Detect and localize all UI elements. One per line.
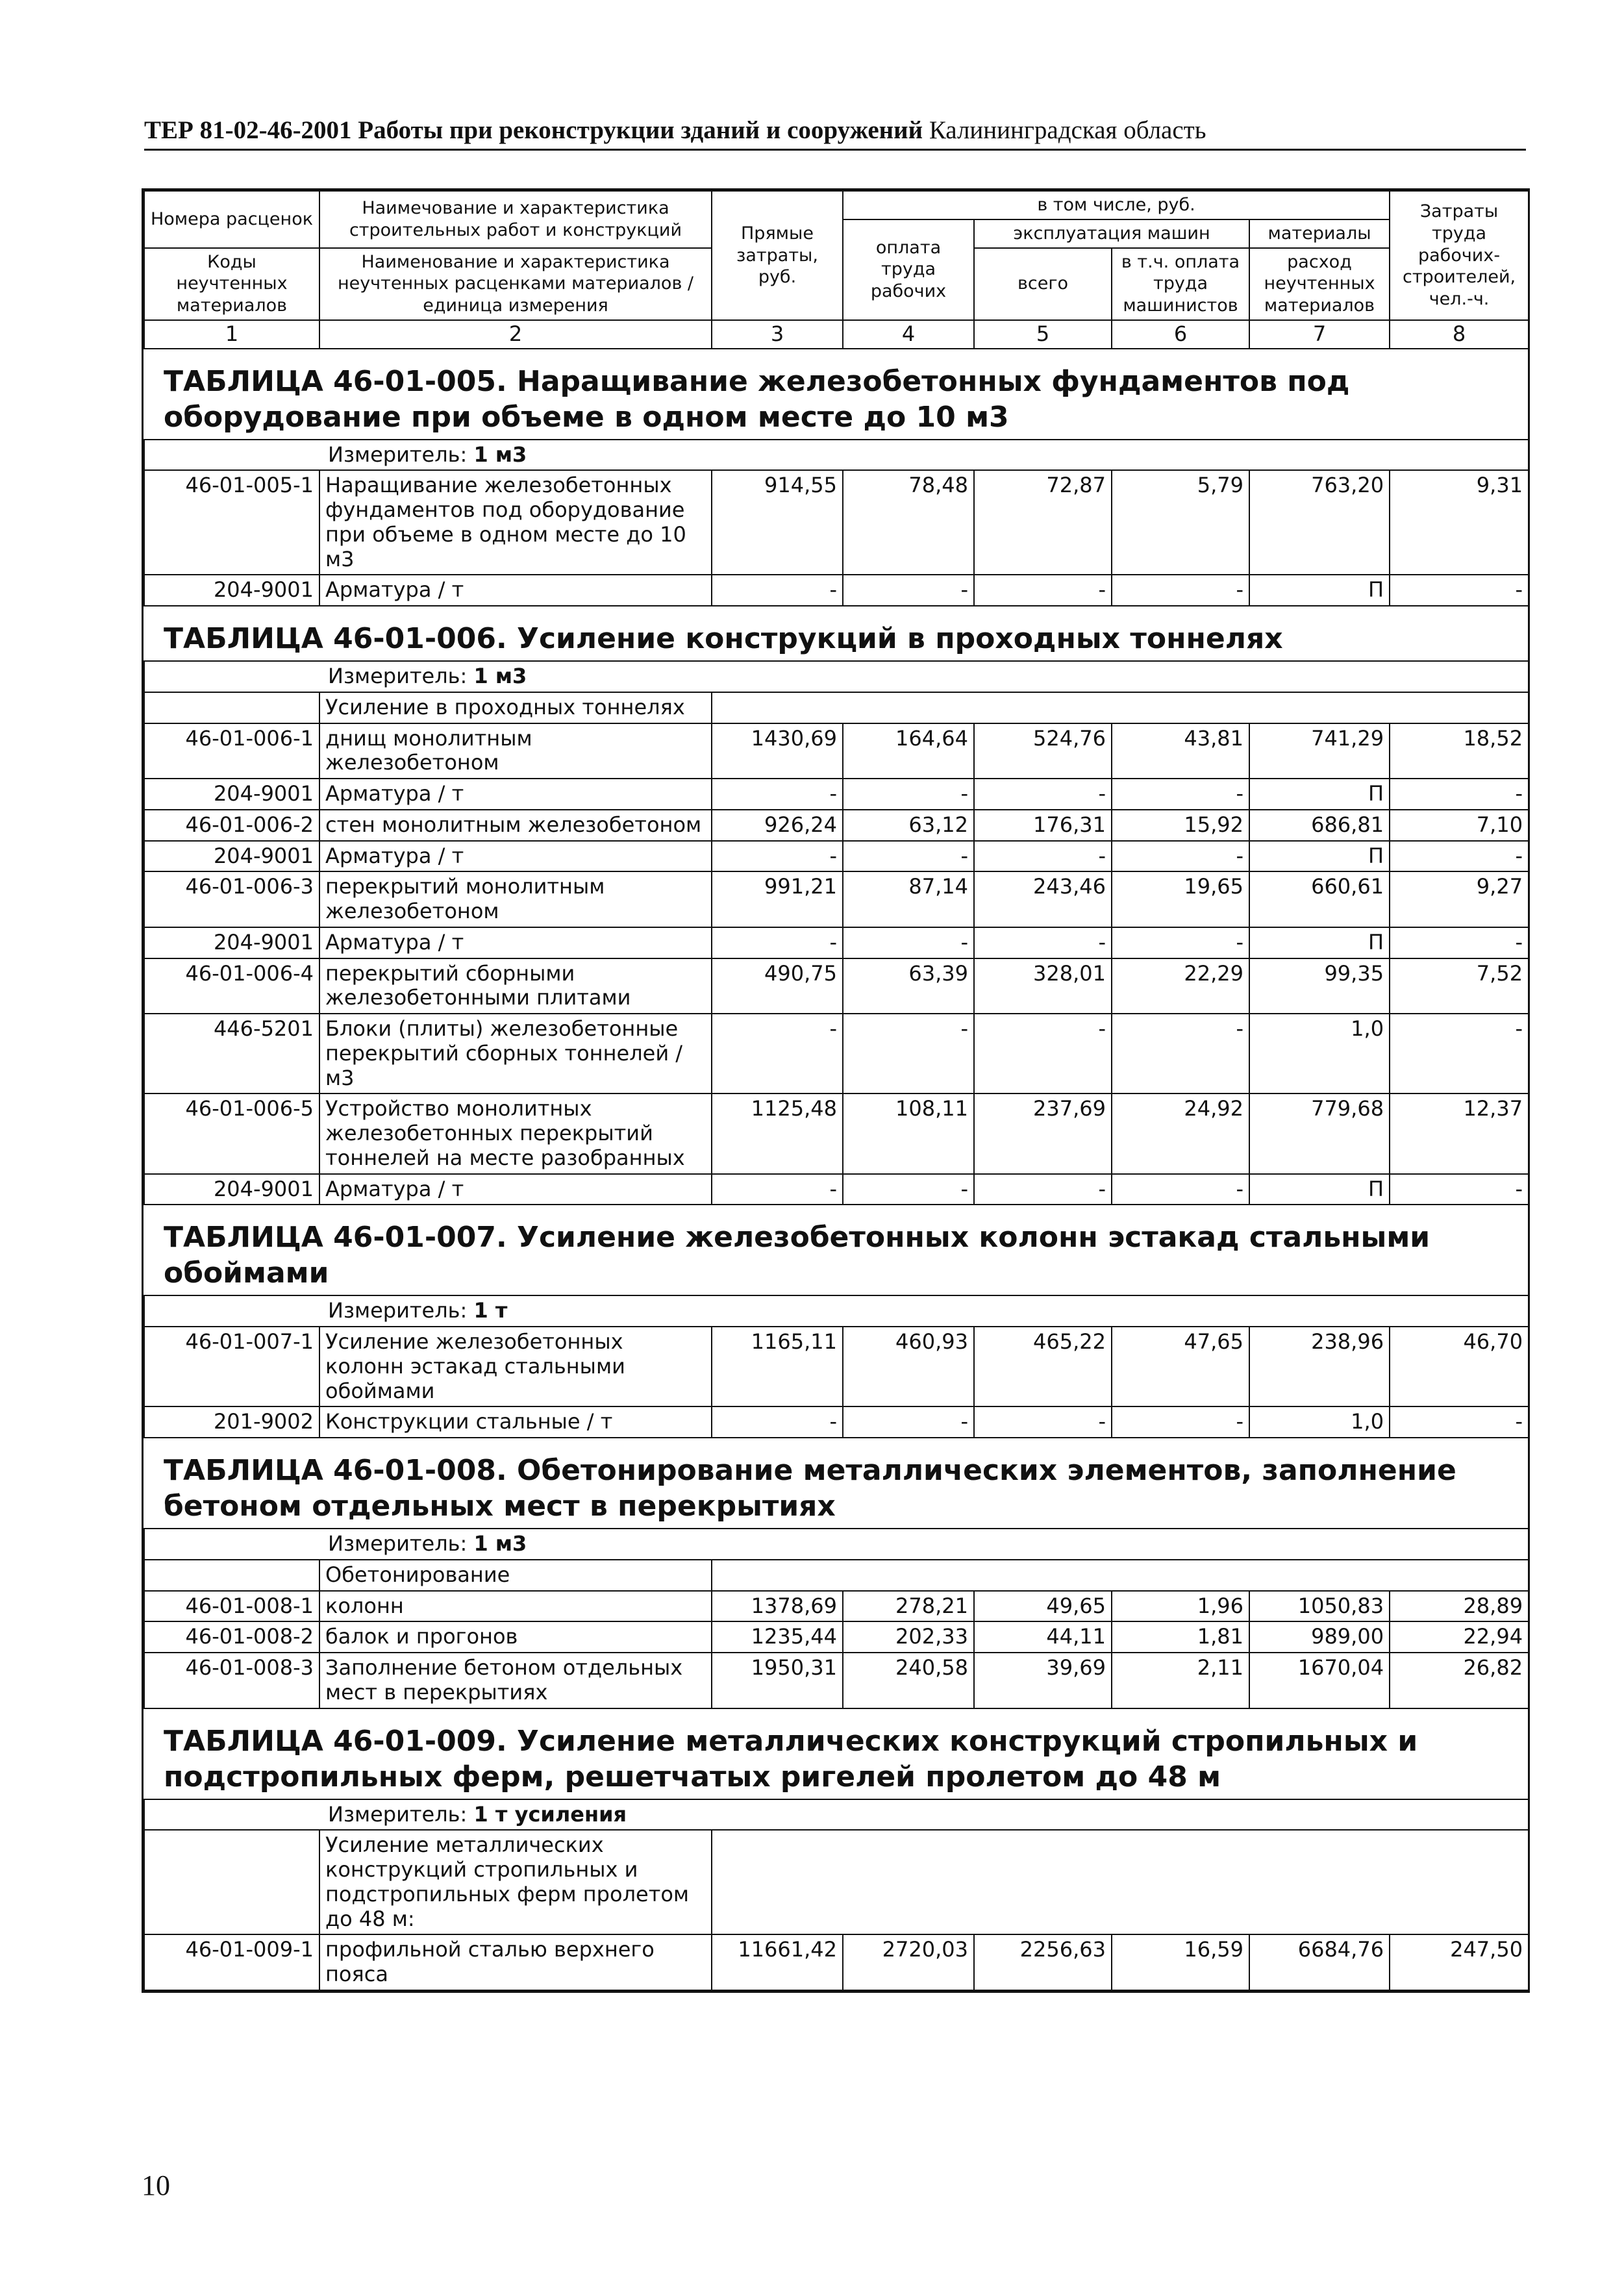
value-c4: 278,21 (843, 1591, 974, 1622)
value-c5: 237,69 (974, 1094, 1112, 1173)
work-description: Арматура / т (319, 779, 712, 810)
empty-cell (144, 692, 319, 723)
work-description: Арматура / т (319, 575, 712, 606)
value-c3: 1950,31 (712, 1653, 843, 1708)
empty-cell (144, 1830, 319, 1934)
empty-cell (144, 1560, 319, 1591)
value-c4: - (843, 841, 974, 872)
value-c6: 19,65 (1112, 871, 1249, 927)
value-c5: 2256,63 (974, 1934, 1112, 1990)
table-section-title-row (144, 1205, 1529, 1295)
col-1-bottom: Коды неучтенных материалов (144, 248, 319, 320)
measure-unit (144, 661, 1529, 692)
rate-code: 204-9001 (144, 779, 319, 810)
value-c4: - (843, 1174, 974, 1205)
table-row (144, 1406, 1529, 1438)
col-group-header: в том числе, руб. (843, 191, 1390, 219)
table-row (144, 958, 1529, 1014)
rate-code: 46-01-008-2 (144, 1621, 319, 1653)
value-c5: 72,87 (974, 470, 1112, 575)
value-c6: - (1112, 1014, 1249, 1094)
column-number: 8 (1390, 320, 1529, 349)
work-description: Арматура / т (319, 841, 712, 872)
work-description: днищ монолитным железобетоном (319, 723, 712, 779)
subheading-row (144, 1560, 1529, 1591)
value-c8: - (1390, 841, 1529, 872)
measure-unit-row (144, 440, 1529, 471)
value-c8: 18,52 (1390, 723, 1529, 779)
value-c3: 490,75 (712, 958, 843, 1014)
value-c6: - (1112, 841, 1249, 872)
price-table-sheet (142, 188, 1530, 1993)
column-number: 2 (319, 320, 712, 349)
value-c6: 5,79 (1112, 470, 1249, 575)
value-c3: 1235,44 (712, 1621, 843, 1653)
value-c8: - (1390, 1014, 1529, 1094)
measure-unit-label: Измеритель: (328, 1801, 468, 1827)
measure-unit-label: Измеритель: (328, 442, 468, 467)
table-row (144, 841, 1529, 872)
table-section-title-row (144, 606, 1529, 661)
table-row (144, 470, 1529, 575)
table-row (144, 871, 1529, 927)
column-number: 6 (1112, 320, 1249, 349)
table-row (144, 1591, 1529, 1622)
value-c6: 24,92 (1112, 1094, 1249, 1173)
table-section-title-row (144, 349, 1529, 440)
value-c5: - (974, 779, 1112, 810)
value-c3: 991,21 (712, 871, 843, 927)
value-c6: 1,81 (1112, 1621, 1249, 1653)
value-c7: П (1249, 927, 1390, 958)
value-c4: 63,39 (843, 958, 974, 1014)
value-c8: 28,89 (1390, 1591, 1529, 1622)
work-description: Заполнение бетоном отдельных мест в перекрытиях (319, 1653, 712, 1708)
rate-code: 204-9001 (144, 575, 319, 606)
measure-unit-label: Измеритель: (328, 1531, 468, 1556)
subheading-text: Усиление в проходных тоннелях (319, 692, 712, 723)
value-c8: 247,50 (1390, 1934, 1529, 1990)
value-c7: П (1249, 779, 1390, 810)
value-c4: 78,48 (843, 470, 974, 575)
table-header (144, 191, 1529, 349)
value-c6: 47,65 (1112, 1327, 1249, 1406)
measure-unit-row (144, 1799, 1529, 1831)
column-numbers-row (144, 320, 1529, 349)
value-c4: - (843, 779, 974, 810)
value-c4: 240,58 (843, 1653, 974, 1708)
work-description: Усиление железобетонных колонн эстакад стальными обоймами (319, 1327, 712, 1406)
value-c7: 99,35 (1249, 958, 1390, 1014)
value-c6: 2,11 (1112, 1653, 1249, 1708)
value-c5: 39,69 (974, 1653, 1112, 1708)
rate-code: 46-01-006-5 (144, 1094, 319, 1173)
value-c6: - (1112, 779, 1249, 810)
value-c8: 26,82 (1390, 1653, 1529, 1708)
empty-cell (712, 1830, 1529, 1934)
value-c6: - (1112, 1174, 1249, 1205)
value-c5: - (974, 841, 1112, 872)
value-c3: - (712, 1014, 843, 1094)
col-7-header: расход неучтенных материалов (1249, 248, 1390, 320)
value-c7: П (1249, 1174, 1390, 1205)
table-section-title-row (144, 1438, 1529, 1529)
table-row (144, 1327, 1529, 1406)
value-c3: 1378,69 (712, 1591, 843, 1622)
work-description: Устройство монолитных железобетонных перекрытий тоннелей на месте разобранных (319, 1094, 712, 1173)
table-row (144, 1094, 1529, 1173)
measure-unit (144, 1799, 1529, 1831)
value-c7: 6684,76 (1249, 1934, 1390, 1990)
work-description: профильной сталью верхнего пояса (319, 1934, 712, 1990)
value-c8: - (1390, 1406, 1529, 1438)
work-description: Конструкции стальные / т (319, 1406, 712, 1438)
value-c6: 16,59 (1112, 1934, 1249, 1990)
value-c8: - (1390, 1174, 1529, 1205)
table-row (144, 779, 1529, 810)
rate-code: 46-01-006-1 (144, 723, 319, 779)
work-description: Блоки (плиты) железобетонные перекрытий сборных тоннелей / м3 (319, 1014, 712, 1094)
column-number: 5 (974, 320, 1112, 349)
page-number: 10 (142, 2169, 170, 2201)
column-number: 1 (144, 320, 319, 349)
rate-code: 46-01-006-2 (144, 810, 319, 841)
value-c6: - (1112, 1406, 1249, 1438)
value-c5: - (974, 1406, 1112, 1438)
table-section-title: ТАБЛИЦА 46-01-007. Усиление железобетонных колонн эстакад стальными обоймами (144, 1205, 1529, 1295)
table-row (144, 810, 1529, 841)
value-c7: 686,81 (1249, 810, 1390, 841)
col-2-bottom: Наименование и характеристика неучтенных расценками материалов / единица измерения (319, 248, 712, 320)
value-c8: 7,52 (1390, 958, 1529, 1014)
table-row (144, 1174, 1529, 1205)
measure-unit-label: Измеритель: (328, 1298, 468, 1323)
value-c3: - (712, 779, 843, 810)
value-c8: 22,94 (1390, 1621, 1529, 1653)
measure-unit-row (144, 1529, 1529, 1560)
value-c8: - (1390, 927, 1529, 958)
empty-cell (712, 1560, 1529, 1591)
table-row (144, 1653, 1529, 1708)
value-c7: 1,0 (1249, 1014, 1390, 1094)
value-c5: 524,76 (974, 723, 1112, 779)
table-row (144, 1621, 1529, 1653)
value-c7: 741,29 (1249, 723, 1390, 779)
value-c5: 465,22 (974, 1327, 1112, 1406)
rate-code: 201-9002 (144, 1406, 319, 1438)
col-2-top: Наимечование и характеристика строительных работ и конструкций (319, 191, 712, 248)
rate-code: 446-5201 (144, 1014, 319, 1094)
col-6-header: в т.ч. оплата труда машинистов (1112, 248, 1249, 320)
table-section-title: ТАБЛИЦА 46-01-006. Усиление конструкций в проходных тоннелях (144, 606, 1529, 661)
measure-unit (144, 1295, 1529, 1327)
table-row (144, 1014, 1529, 1094)
value-c3: - (712, 575, 843, 606)
value-c3: 1165,11 (712, 1327, 843, 1406)
value-c5: - (974, 575, 1112, 606)
rate-code: 46-01-008-1 (144, 1591, 319, 1622)
value-c4: 202,33 (843, 1621, 974, 1653)
value-c4: 63,12 (843, 810, 974, 841)
value-c8: 12,37 (1390, 1094, 1529, 1173)
table-row (144, 927, 1529, 958)
value-c6: 22,29 (1112, 958, 1249, 1014)
subheading-row (144, 692, 1529, 723)
measure-unit-value: 1 т (473, 1298, 508, 1323)
value-c5: 44,11 (974, 1621, 1112, 1653)
value-c4: - (843, 1014, 974, 1094)
value-c7: П (1249, 841, 1390, 872)
table-section-title: ТАБЛИЦА 46-01-005. Наращивание железобетонных фундаментов под оборудование при объеме в одном месте до 10 м3 (144, 349, 1529, 440)
value-c3: 1125,48 (712, 1094, 843, 1173)
work-description: балок и прогонов (319, 1621, 712, 1653)
value-c5: - (974, 927, 1112, 958)
value-c6: 15,92 (1112, 810, 1249, 841)
value-c4: - (843, 927, 974, 958)
rate-code: 204-9001 (144, 1174, 319, 1205)
value-c8: 9,27 (1390, 871, 1529, 927)
measure-unit-value: 1 т усиления (473, 1801, 627, 1827)
work-description: Арматура / т (319, 927, 712, 958)
value-c7: 1670,04 (1249, 1653, 1390, 1708)
subheading-text: Усиление металлических конструкций стропильных и подстропильных ферм пролетом до 48 м: (319, 1830, 712, 1934)
col-3-header: Прямые затраты, руб. (712, 191, 843, 320)
work-description: Наращивание железобетонных фундаментов под оборудование при объеме в одном месте до 10 м3 (319, 470, 712, 575)
value-c4: - (843, 575, 974, 606)
measure-unit (144, 1529, 1529, 1560)
value-c4: 87,14 (843, 871, 974, 927)
value-c3: - (712, 1174, 843, 1205)
rate-code: 46-01-006-3 (144, 871, 319, 927)
subheading-text: Обетонирование (319, 1560, 712, 1591)
column-number: 7 (1249, 320, 1390, 349)
measure-unit-row (144, 661, 1529, 692)
column-number: 4 (843, 320, 974, 349)
machines-header: эксплуатация машин (974, 219, 1249, 248)
rate-code: 46-01-007-1 (144, 1327, 319, 1406)
value-c5: - (974, 1174, 1112, 1205)
measure-unit-label: Измеритель: (328, 664, 468, 688)
value-c3: 914,55 (712, 470, 843, 575)
value-c7: 238,96 (1249, 1327, 1390, 1406)
header-region: Калининградская область (929, 116, 1206, 144)
value-c5: - (974, 1014, 1112, 1094)
col-1-top: Номера расценок (144, 191, 319, 248)
table-row (144, 1934, 1529, 1990)
work-description: перекрытий монолитным железобетоном (319, 871, 712, 927)
value-c8: - (1390, 779, 1529, 810)
value-c5: 328,01 (974, 958, 1112, 1014)
table-body (144, 349, 1529, 1990)
value-c6: - (1112, 927, 1249, 958)
value-c7: П (1249, 575, 1390, 606)
value-c6: 43,81 (1112, 723, 1249, 779)
work-description: стен монолитным железобетоном (319, 810, 712, 841)
value-c4: 108,11 (843, 1094, 974, 1173)
value-c7: 779,68 (1249, 1094, 1390, 1173)
value-c7: 989,00 (1249, 1621, 1390, 1653)
measure-unit-value: 1 м3 (473, 664, 527, 688)
value-c5: 243,46 (974, 871, 1112, 927)
table-row (144, 723, 1529, 779)
table-section-title: ТАБЛИЦА 46-01-008. Обетонирование металлических элементов, заполнение бетоном отдельных мест в перекрытиях (144, 1438, 1529, 1529)
value-c8: 46,70 (1390, 1327, 1529, 1406)
value-c3: 1430,69 (712, 723, 843, 779)
running-header (144, 116, 1526, 151)
col-4-header: оплата труда рабочих (843, 219, 974, 320)
value-c6: - (1112, 575, 1249, 606)
rate-code: 46-01-009-1 (144, 1934, 319, 1990)
value-c6: 1,96 (1112, 1591, 1249, 1622)
value-c4: 2720,03 (843, 1934, 974, 1990)
table-row (144, 575, 1529, 606)
value-c5: 49,65 (974, 1591, 1112, 1622)
value-c7: 763,20 (1249, 470, 1390, 575)
column-number: 3 (712, 320, 843, 349)
rate-code: 204-9001 (144, 841, 319, 872)
value-c3: 11661,42 (712, 1934, 843, 1990)
work-description: перекрытий сборными железобетонными плитами (319, 958, 712, 1014)
value-c4: - (843, 1406, 974, 1438)
col-5-header: всего (974, 248, 1112, 320)
rate-code: 204-9001 (144, 927, 319, 958)
value-c4: 460,93 (843, 1327, 974, 1406)
table-section-title-row (144, 1708, 1529, 1799)
value-c8: 9,31 (1390, 470, 1529, 575)
value-c3: 926,24 (712, 810, 843, 841)
value-c3: - (712, 927, 843, 958)
materials-header: материалы (1249, 219, 1390, 248)
value-c5: 176,31 (974, 810, 1112, 841)
subheading-row (144, 1830, 1529, 1934)
value-c4: 164,64 (843, 723, 974, 779)
measure-unit-row (144, 1295, 1529, 1327)
empty-cell (712, 692, 1529, 723)
rate-code: 46-01-005-1 (144, 470, 319, 575)
measure-unit (144, 440, 1529, 471)
rate-code: 46-01-006-4 (144, 958, 319, 1014)
rate-code: 46-01-008-3 (144, 1653, 319, 1708)
value-c7: 1,0 (1249, 1406, 1390, 1438)
header-title: ТЕР 81-02-46-2001 Работы при реконструкции зданий и сооружений (144, 116, 923, 144)
col-8-header: Затраты труда рабочих-строителей, чел.-ч. (1390, 191, 1529, 320)
price-table (144, 190, 1529, 1991)
value-c8: - (1390, 575, 1529, 606)
value-c3: - (712, 1406, 843, 1438)
value-c3: - (712, 841, 843, 872)
work-description: колонн (319, 1591, 712, 1622)
measure-unit-value: 1 м3 (473, 1531, 527, 1556)
value-c7: 1050,83 (1249, 1591, 1390, 1622)
table-section-title: ТАБЛИЦА 46-01-009. Усиление металлических конструкций стропильных и подстропильных ферм, решетчатых ригелей пролетом до 48 м (144, 1708, 1529, 1799)
measure-unit-value: 1 м3 (473, 442, 527, 467)
value-c8: 7,10 (1390, 810, 1529, 841)
work-description: Арматура / т (319, 1174, 712, 1205)
value-c7: 660,61 (1249, 871, 1390, 927)
